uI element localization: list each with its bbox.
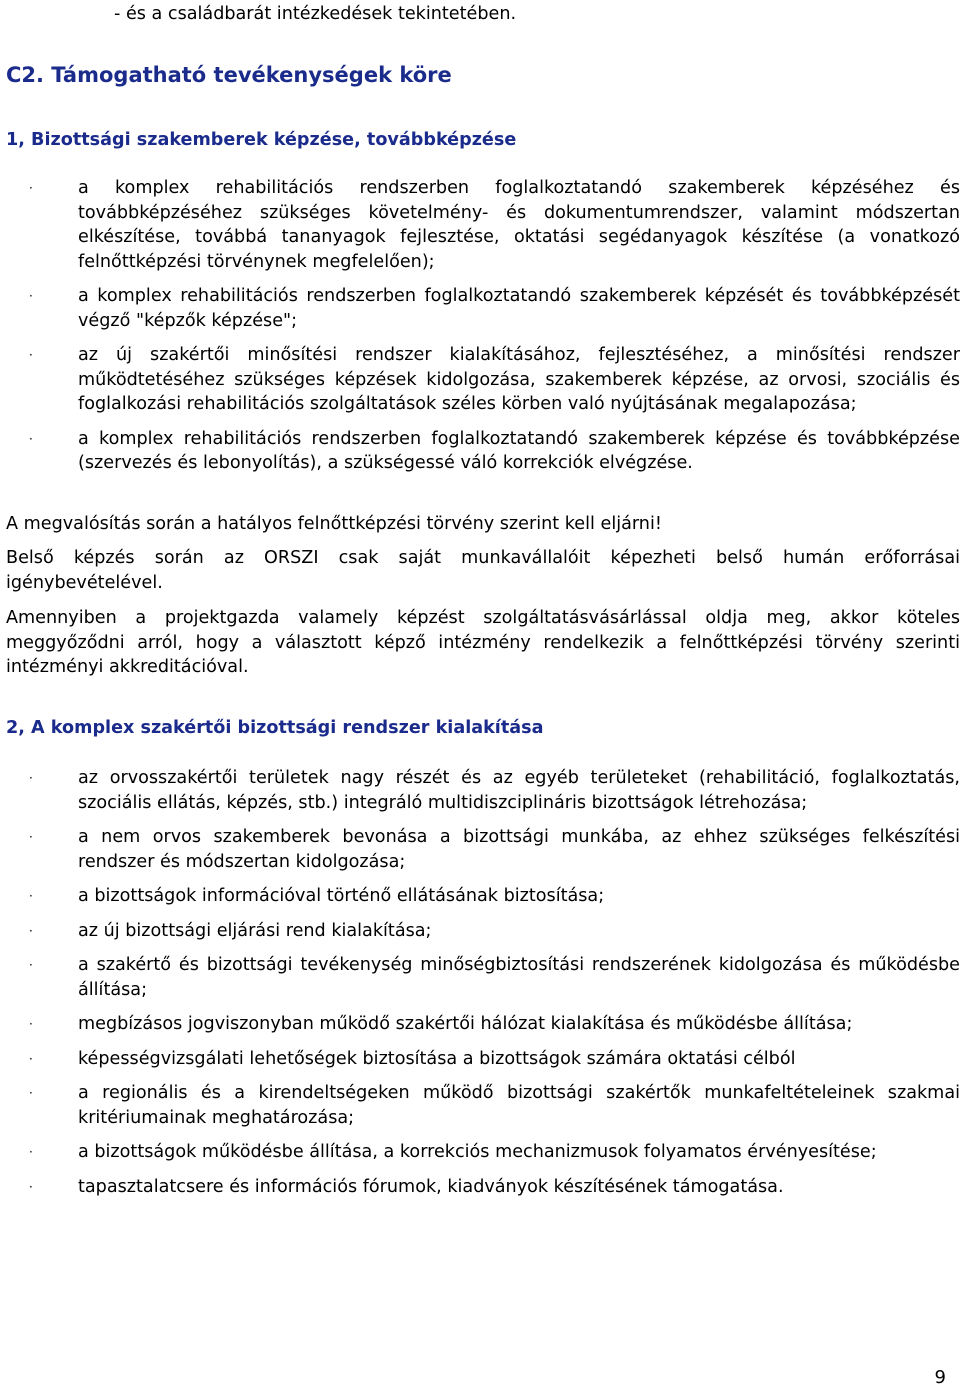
list-item xyxy=(6,825,960,874)
list-item xyxy=(6,1081,960,1130)
bullet-icon: · xyxy=(29,889,33,903)
intro-line: - és a családbarát intézkedések tekintetében. xyxy=(114,4,517,24)
bullet-icon: · xyxy=(29,181,33,195)
list-item xyxy=(6,766,960,815)
bullet-icon: · xyxy=(29,1017,33,1031)
bullet-icon: · xyxy=(29,1145,33,1159)
list-item-text: a komplex rehabilitációs rendszerben foglalkoztatandó szakemberek képzését és továbbképzését végző "képzők képzése"; xyxy=(78,286,960,331)
bullet-icon: · xyxy=(29,771,33,785)
paragraph: Amennyiben a projektgazda valamely képzést szolgáltatásvásárlással oldja meg, akkor köteles meggyőződni arról, hogy a választott képző intézmény rendelkezik a felnőttképzési törvény szerinti intézményi akkreditációval. xyxy=(6,608,960,677)
list-item-text: megbízásos jogviszonyban működő szakértői hálózat kialakítása és működésbe állítása; xyxy=(78,1014,853,1034)
list-item-text: a bizottságok információval történő ellátásának biztosítása; xyxy=(78,886,605,906)
list-item-text: a bizottságok működésbe állítása, a korrekciós mechanizmusok folyamatos érvényesítése; xyxy=(78,1142,877,1162)
list-item xyxy=(6,1047,960,1072)
bullet-icon: · xyxy=(29,348,33,362)
list-item xyxy=(6,953,960,1002)
bullet-icon: · xyxy=(29,1086,33,1100)
bullet-icon: · xyxy=(29,431,33,446)
bullet-icon: · xyxy=(29,958,33,972)
section2-title: 2, A komplex szakértői bizottsági rendszer kialakítása xyxy=(6,718,544,738)
list-item-text: a regionális és a kirendeltségeken működő bizottsági szakértők munkafeltételeinek szakmai kritériumainak meghatározása; xyxy=(78,1083,960,1128)
section1-title: 1, Bizottsági szakemberek képzése, továbbképzése xyxy=(6,130,517,150)
list-item xyxy=(6,919,960,944)
bullet-icon: · xyxy=(29,289,33,303)
section-c2-title: C2. Támogatható tevékenységek köre xyxy=(6,63,452,87)
list-item xyxy=(6,1175,960,1200)
paragraph: Belső képzés során az ORSZI csak saját munkavállalóit képezheti belső humán erőforrásai igénybevételével. xyxy=(6,548,960,593)
section1-list xyxy=(6,176,960,476)
list-item-text: képességvizsgálati lehetőségek biztosítása a bizottságok számára oktatási célból xyxy=(78,1048,796,1069)
list-item xyxy=(6,884,960,909)
bullet-icon: · xyxy=(29,923,33,938)
list-item xyxy=(6,1012,960,1037)
list-item xyxy=(6,284,960,333)
list-item xyxy=(6,1140,960,1165)
paragraph: A megvalósítás során a hatályos felnőttképzési törvény szerint kell eljárni! xyxy=(6,514,662,534)
list-item-text: az orvosszakértői területek nagy részét és az egyéb területeket (rehabilitáció, foglalkoztatás, szociális ellátás, képzés, stb.) integráló multidiszciplináris bizottságok létrehozása; xyxy=(78,768,960,813)
list-item-text: a nem orvos szakemberek bevonása a bizottsági munkába, az ehhez szükséges felkészítési rendszer és módszertan kidolgozása; xyxy=(78,827,960,872)
list-item xyxy=(6,176,960,274)
bullet-icon: · xyxy=(29,1179,33,1194)
list-item xyxy=(6,343,960,417)
list-item-text: tapasztalatcsere és információs fórumok, kiadványok készítésének támogatása. xyxy=(78,1176,784,1197)
list-item-text: a komplex rehabilitációs rendszerben foglalkoztatandó szakemberek képzéséhez és továbbképzéséhez szükséges követelmény- és dokumentumrendszer, valamint módszertan elkészítése, továbbá tananyagok fejlesztése, oktatási segédanyagok készítése (a vonatkozó felnőttképzési törvénynek megfelelően); xyxy=(78,178,960,272)
list-item-text: az új bizottsági eljárási rend kialakítása; xyxy=(78,920,432,941)
bullet-icon: · xyxy=(29,1051,33,1066)
bullet-icon: · xyxy=(29,830,33,844)
list-item xyxy=(6,427,960,476)
list-item-text: az új szakértői minősítési rendszer kialakításához, fejlesztéséhez, a minősítési rendszer működtetéséhez szükséges képzések kidolgozása, szakemberek képzése, az orvosi, szociális és foglalkozási rehabilitációs szolgáltatások széles körben való nyújtásának megalapozása; xyxy=(78,345,960,414)
list-item-text: a komplex rehabilitációs rendszerben foglalkoztatandó szakemberek képzése és továbbképzése (szervezés és lebonyolítás), a szükségessé váló korrekciók elvégzése. xyxy=(78,428,960,473)
list-item-text: a szakértő és bizottsági tevékenység minőségbiztosítási rendszerének kidolgozása és működésbe állítása; xyxy=(78,955,960,1000)
page-number: 9 xyxy=(934,1367,946,1388)
section2-list xyxy=(6,766,960,1199)
